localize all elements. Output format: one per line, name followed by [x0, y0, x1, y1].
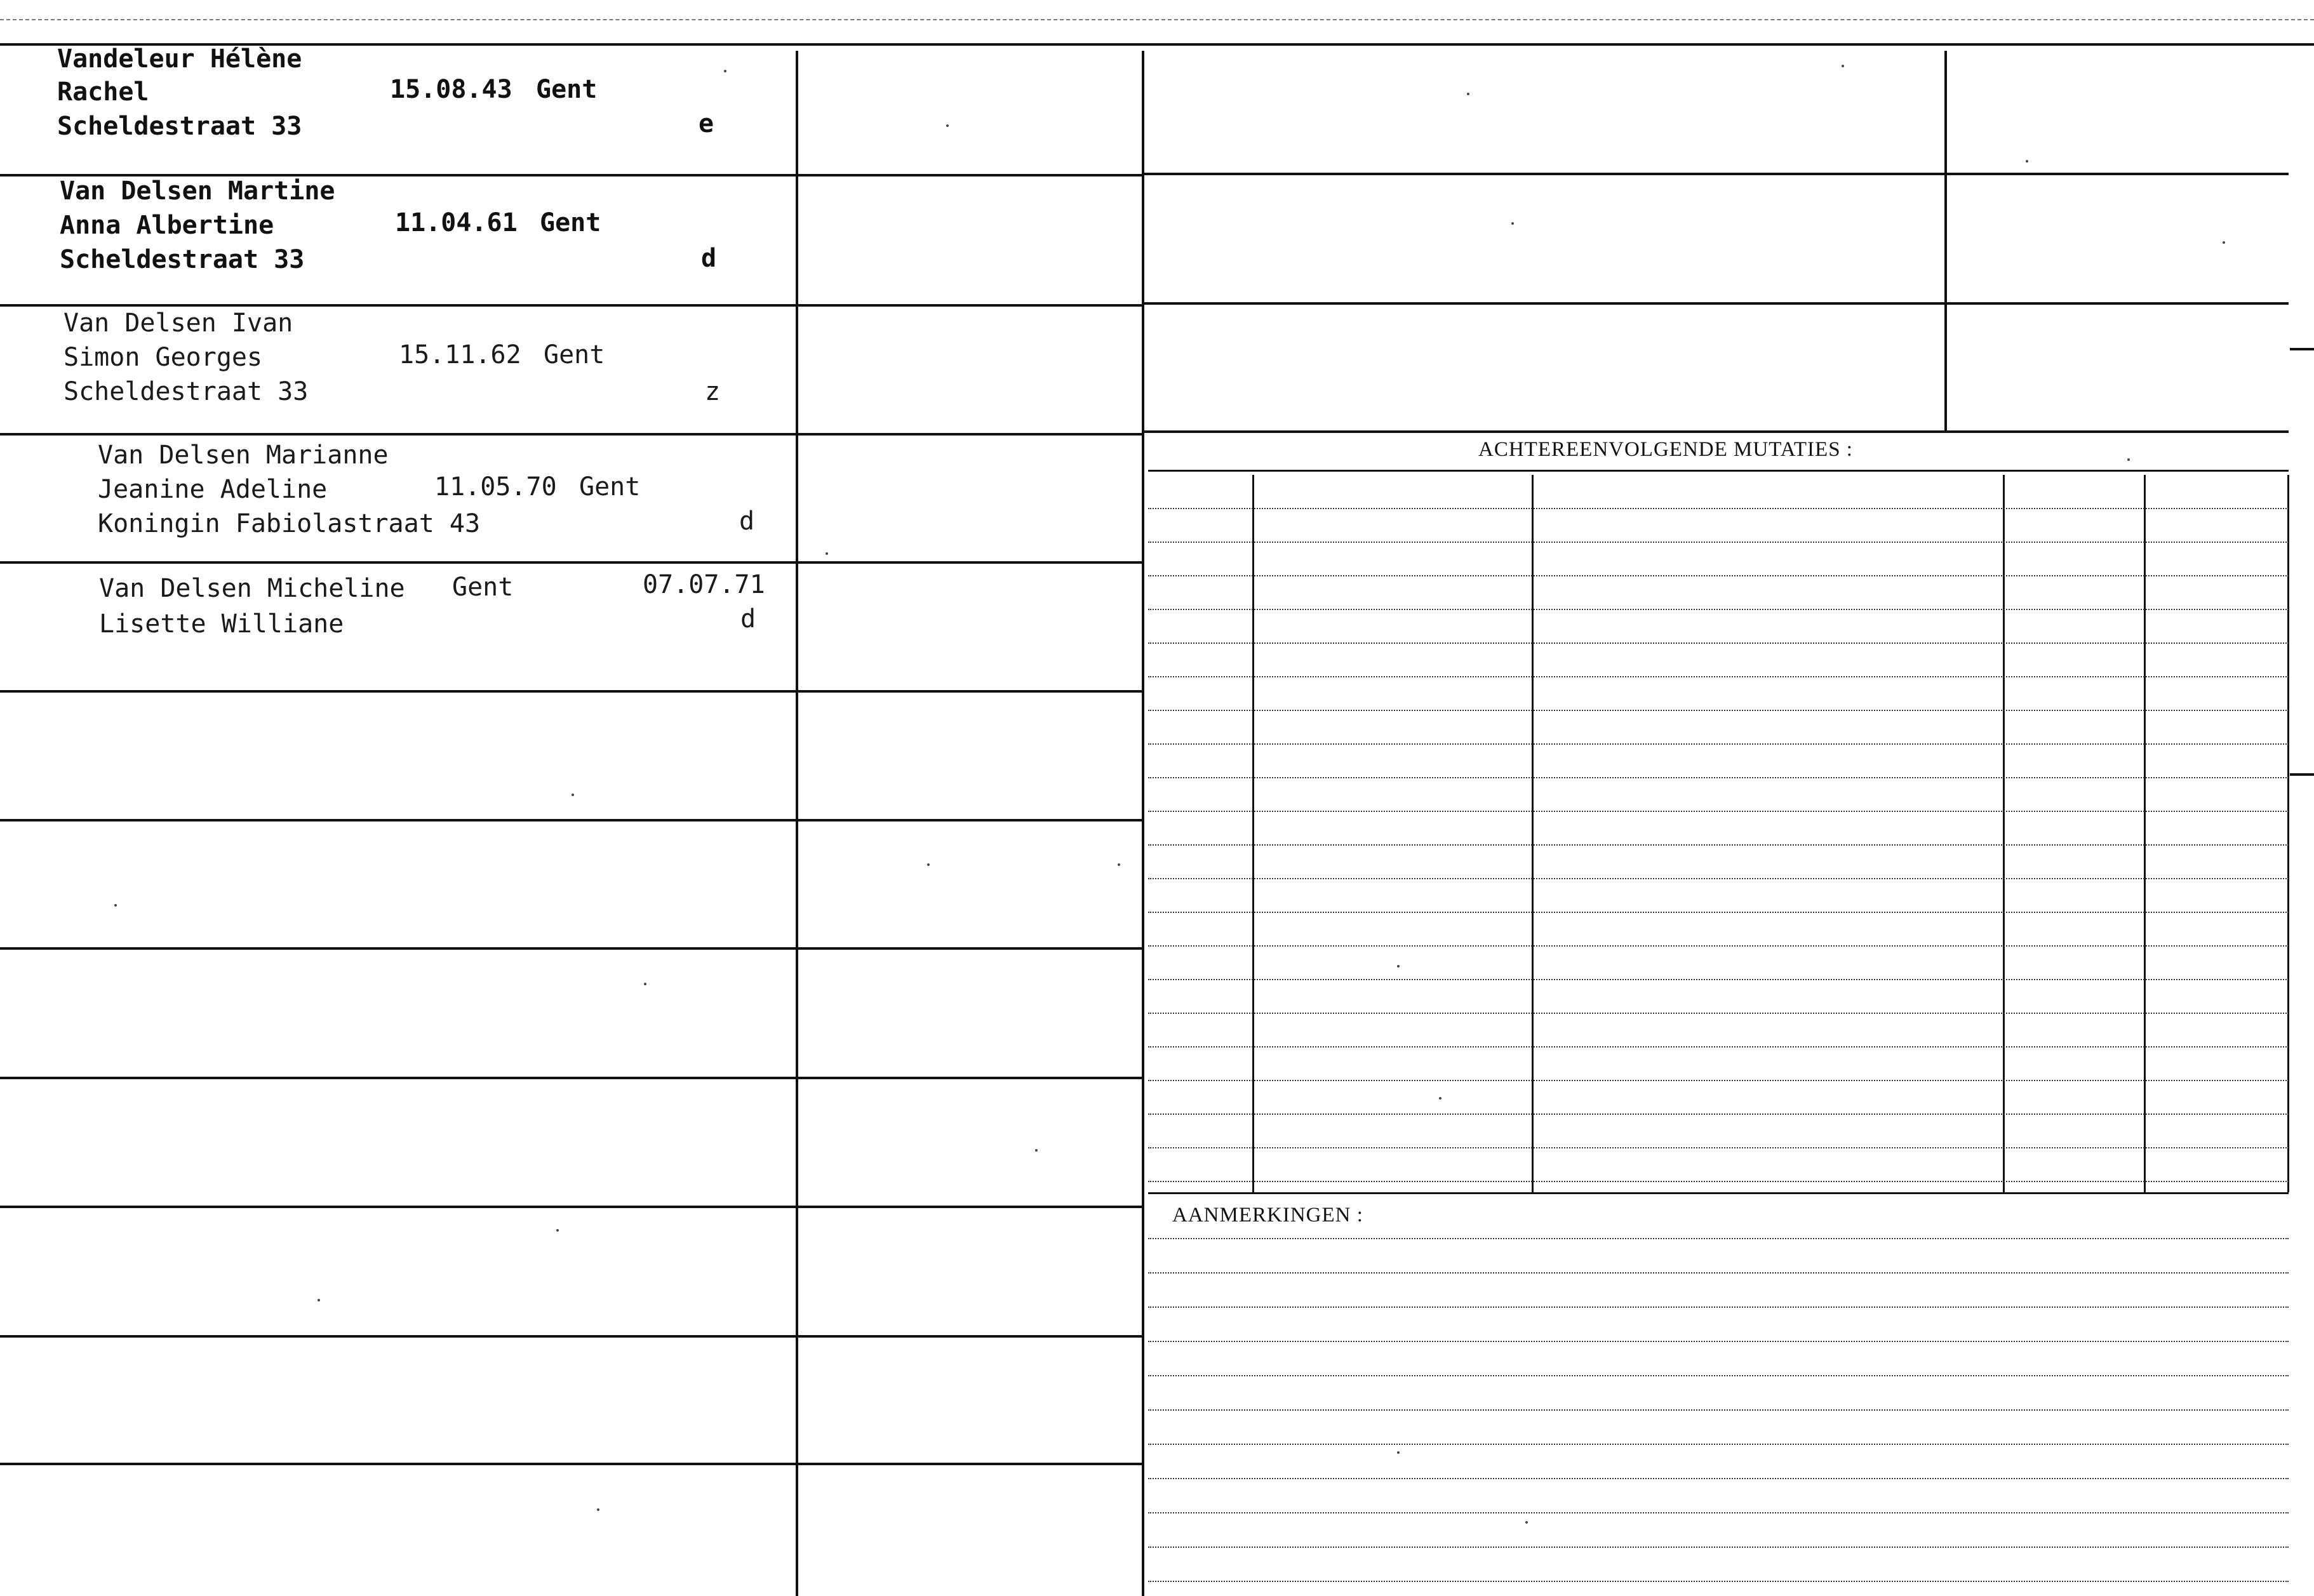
remarks-ruled-line [1148, 1307, 2289, 1308]
margin-tick [2290, 773, 2314, 776]
entry-given-names: Anna Albertine [60, 211, 274, 240]
right-box-separator [1143, 302, 2289, 305]
mutations-ruled-line [1148, 508, 2289, 509]
entry-name: Vandeleur Hélène [57, 44, 302, 74]
mutations-ruled-line [1148, 878, 2289, 879]
entry-birth-place: Gent [536, 75, 598, 104]
column-divider-1 [796, 51, 798, 1596]
scan-speck [1842, 65, 1844, 67]
entry-relation-code: d [740, 604, 756, 634]
row-separator [0, 1335, 1142, 1338]
entry-birth-place: Gent [540, 208, 601, 237]
mutations-col-line [2287, 475, 2289, 1192]
scan-speck [1118, 863, 1120, 866]
mutations-col-line [1532, 475, 1534, 1192]
register-entry [99, 571, 791, 686]
right-box-separator [1143, 430, 2289, 433]
mutations-col-line [2144, 475, 2146, 1192]
mutations-ruled-line [1148, 642, 2289, 644]
entry-birth-date: 11.05.70 [434, 472, 557, 502]
scan-speck [2223, 241, 2225, 244]
scan-speck [1511, 222, 1514, 225]
scan-speck [1525, 1521, 1528, 1524]
scan-speck [556, 1229, 559, 1232]
remarks-ruled-line [1148, 1375, 2289, 1376]
remarks-ruled-line [1148, 1409, 2289, 1411]
scan-speck [1397, 1451, 1400, 1454]
scan-speck [724, 70, 726, 72]
mutations-heading: ACHTEREENVOLGENDE MUTATIES : [1478, 438, 1853, 461]
mutations-col-line [1252, 475, 1254, 1192]
column-divider-2 [1142, 51, 1144, 1596]
row-separator [0, 1463, 1142, 1465]
entry-birth-date: 15.11.62 [399, 340, 521, 369]
scan-speck [114, 904, 117, 907]
mutations-ruled-line [1148, 844, 2289, 846]
entry-birth-place: Gent [544, 340, 605, 369]
entry-birth-date: 15.08.43 [390, 75, 512, 104]
scan-speck [927, 863, 930, 866]
entry-given-names: Simon Georges [64, 343, 263, 372]
mutations-ruled-line [1148, 609, 2289, 610]
entry-given-names: Rachel [57, 77, 149, 107]
row-separator [0, 1077, 1142, 1079]
row-separator [0, 1206, 1142, 1208]
scan-speck [1467, 93, 1469, 95]
mutations-ruled-line [1148, 979, 2289, 980]
entry-name: Van Delsen Marianne [98, 441, 389, 470]
mutations-ruled-line [1148, 575, 2289, 576]
row-separator [0, 690, 1142, 693]
entry-address: Scheldestraat 33 [64, 377, 309, 406]
mutations-ruled-line [1148, 542, 2289, 543]
entry-given-names: Lisette Williane [99, 609, 344, 639]
scan-speck [644, 983, 646, 985]
entry-name: Van Delsen Ivan [64, 309, 293, 338]
entry-relation-code: d [739, 507, 755, 536]
scan-speck [597, 1508, 599, 1511]
mutations-ruled-line [1148, 743, 2289, 745]
remarks-ruled-line [1148, 1238, 2289, 1239]
scan-speck [318, 1299, 320, 1301]
row-separator [0, 947, 1142, 950]
top-edge-dotted [0, 19, 2314, 20]
remarks-ruled-line [1148, 1444, 2289, 1445]
scan-speck [2127, 458, 2130, 461]
mutations-ruled-line [1148, 945, 2289, 947]
entry-birth-place: Gent [452, 573, 514, 602]
row-separator [0, 561, 1142, 564]
mutations-ruled-line [1148, 1046, 2289, 1047]
mutations-ruled-line [1148, 912, 2289, 913]
entry-name: Van Delsen Micheline [99, 574, 405, 603]
scan-speck [1397, 965, 1400, 968]
register-entry [98, 438, 790, 559]
entry-relation-code: z [705, 377, 721, 406]
scan-speck [826, 552, 828, 555]
mutations-table-bottom [1148, 1192, 2289, 1194]
mutations-ruled-line [1148, 1080, 2289, 1081]
remarks-ruled-line [1148, 1546, 2289, 1548]
mutations-ruled-line [1148, 710, 2289, 711]
remarks-ruled-line [1148, 1341, 2289, 1342]
entry-birth-date: 07.07.71 [643, 570, 765, 599]
scan-speck [1035, 1149, 1038, 1152]
mutations-col-line [2003, 475, 2005, 1192]
column-divider-3 [1944, 51, 1947, 432]
remarks-heading: AANMERKINGEN : [1172, 1204, 1363, 1227]
scan-speck [1439, 1097, 1441, 1100]
mutations-ruled-line [1148, 1114, 2289, 1115]
scan-speck [946, 124, 949, 127]
mutations-table-top [1148, 470, 2289, 472]
entry-address: Scheldestraat 33 [60, 245, 305, 274]
remarks-ruled-line [1148, 1272, 2289, 1273]
register-entry [64, 306, 787, 433]
entry-relation-code: d [701, 244, 717, 273]
remarks-ruled-line [1148, 1581, 2289, 1582]
mutations-ruled-line [1148, 777, 2289, 778]
row-separator [0, 433, 1142, 436]
entry-address: Koningin Fabiolastraat 43 [98, 509, 481, 538]
entry-relation-code: e [699, 109, 714, 138]
mutations-ruled-line [1148, 676, 2289, 677]
entry-name: Van Delsen Martine [60, 176, 335, 206]
entry-birth-date: 11.04.61 [395, 208, 518, 237]
entry-birth-place: Gent [579, 472, 641, 502]
register-entry [60, 174, 790, 301]
entry-given-names: Jeanine Adeline [98, 475, 328, 504]
mutations-ruled-line [1148, 1181, 2289, 1182]
scan-speck [2026, 160, 2028, 163]
mutations-ruled-line [1148, 1013, 2289, 1014]
register-entry [57, 42, 787, 169]
margin-tick [2290, 348, 2314, 350]
mutations-ruled-line [1148, 811, 2289, 812]
entry-address: Scheldestraat 33 [57, 112, 302, 141]
remarks-ruled-line [1148, 1512, 2289, 1513]
remarks-ruled-line [1148, 1478, 2289, 1479]
scan-speck [572, 794, 574, 796]
row-separator [0, 819, 1142, 821]
right-box-separator [1143, 173, 2289, 175]
mutations-ruled-line [1148, 1147, 2289, 1148]
